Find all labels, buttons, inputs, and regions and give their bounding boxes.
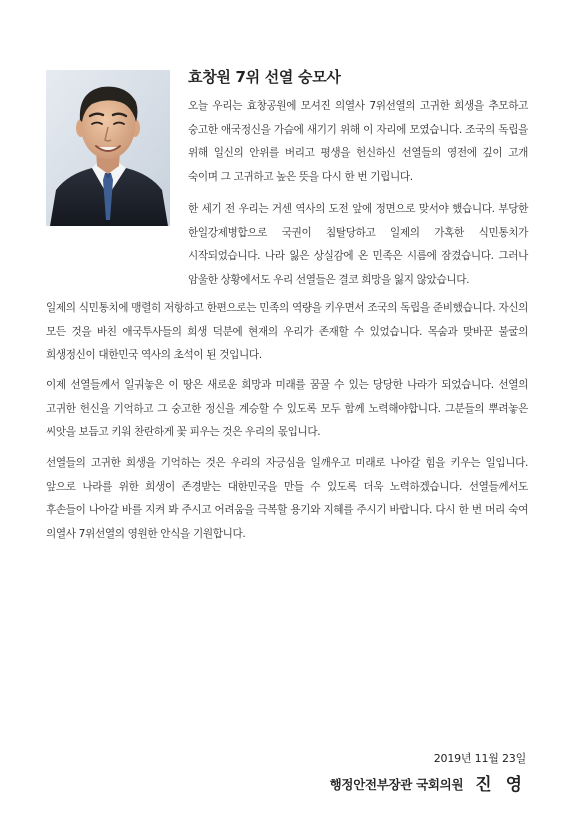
portrait-photo <box>46 70 170 226</box>
paragraph-2: 한 세기 전 우리는 거센 역사의 도전 앞에 정면으로 맞서야 했습니다. 부당한 한일강제병합으로 국권이 침탈당하고 일제의 가혹한 식민통치가 시작되었습니다. 나라 잃은 상실감에 온 민족은 시름에 잠겼습니다. 그러나 암울한 상황에서도 우리 선열들은 결코 희망을 잃지 않았습니다. <box>188 203 528 287</box>
paragraph-1: 오늘 우리는 효창공원에 모셔진 의열사 7위선열의 고귀한 희생을 추모하고 숭고한 애국정신을 가슴에 새기기 위해 이 자리에 모였습니다. 조국의 독립을 위해 일신의 안위를 버리고 평생을 헌신하신 선열들의 영전에 깊이 고개 숙이며 그 고귀하고 높은 뜻을 다시 한 번 기립니다. <box>188 100 528 184</box>
paragraph-4: 이제 선열들께서 일궈놓은 이 땅은 새로운 희망과 미래를 꿈꿀 수 있는 당당한 나라가 되었습니다. 선열의 고귀한 헌신을 기억하고 그 숭고한 정신을 계승할 수 있도록 모두 함께 노력해야합니다. 그분들의 뿌려놓은 씨앗을 보듬고 키워 찬란하게 꽃 피우는 것은 우리의 몫입니다. <box>46 379 528 439</box>
signature-block <box>330 770 526 795</box>
paragraph-5: 선열들의 고귀한 희생을 기억하는 것은 우리의 자긍심을 일깨우고 미래로 나아갈 힘을 키우는 일입니다. 앞으로 나라를 위한 희생이 존경받는 대한민국을 만들 수 있도록 더욱 노력하겠습니다. 선열들께서도 후손들이 나아갈 바를 지켜 봐 주시고 어려움을 극복할 용기와 지혜를 주시기 바랍니다. 다시 한 번 머리 숙여 의열사 7위선열의 영원한 안식을 기원합니다. <box>46 457 528 541</box>
paragraph-3: 일제의 식민통치에 맹렬히 저항하고 한편으로는 민족의 역량을 키우면서 조국의 독립을 준비했습니다. 자신의 모든 것을 바친 애국투사들의 희생 덕분에 현재의 우리가 존재할 수 있었습니다. 목숨과 맞바꾼 불굴의 희생정신이 대한민국 역사의 초석이 된 것입니다. <box>46 302 528 362</box>
document-title: 효창원 7위 선열 숭모사 <box>188 68 341 86</box>
document-date: 2019년 11월 23일 <box>433 752 526 765</box>
signer-name: 진 영 <box>475 775 526 795</box>
signer-position: 행정안전부장관 국회의원 <box>329 777 464 792</box>
